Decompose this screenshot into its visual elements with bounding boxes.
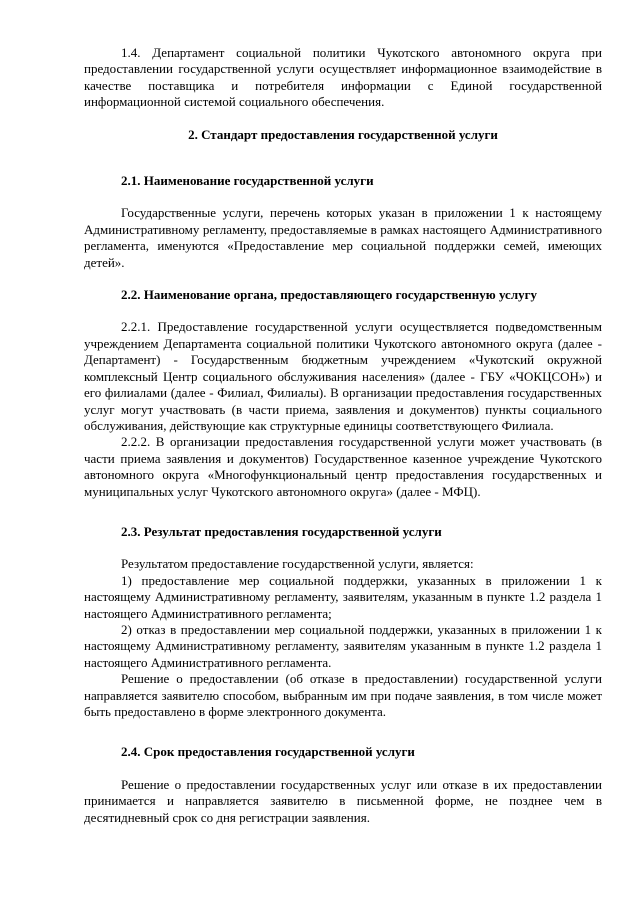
heading-2-2: 2.2. Наименование органа, предоставляющего государственную услугу: [121, 287, 538, 303]
heading-2-4: 2.4. Срок предоставления государственной услуги: [121, 744, 415, 760]
paragraph-1-4: 1.4. Департамент социальной политики Чукотского автономного округа при предоставлении государственной услуги осуществляет информационное взаимодействие в качестве поставщика и потребителя информации с Единой государственной информационной системой социального обеспечения.: [84, 45, 602, 110]
paragraph-2-3-item-2: 2) отказ в предоставлении мер социальной поддержки, указанных в приложении 1 к настоящему Административному регламенту, заявителям указанным в пункте 1.2 раздела 1 настоящего Административного регламента.: [84, 621, 602, 670]
paragraph-2-1: Государственные услуги, перечень которых указан в приложении 1 к настоящему Административному регламенту, предоставляемые в рамках настоящего Административного регламента, именуются «Предоставление мер социальной поддержки семей, имеющих детей».: [84, 205, 602, 270]
paragraph-2-3-decision: Решение о предоставлении (об отказе в предоставлении) государственной услуги направляется заявителю способом, выбранным им при подаче заявления, в том числе может быть предоставлено в форме электронного документа.: [84, 671, 602, 719]
paragraph-2-3-intro: Результатом предоставление государственной услуги, является:: [121, 556, 474, 572]
section-2-title: 2. Стандарт предоставления государственной услуги: [188, 126, 498, 142]
heading-2-1: 2.1. Наименование государственной услуги: [121, 173, 374, 189]
heading-2-3: 2.3. Результат предоставления государственной услуги: [121, 523, 442, 539]
paragraph-2-3-item-1: 1) предоставление мер социальной поддержки, указанных в приложении 1 к настоящему Административному регламенту, заявителям, указанным в пункте 1.2 раздела 1 настоящего Административного регламента;: [84, 572, 602, 621]
paragraph-2-4: Решение о предоставлении государственных услуг или отказе в их предоставлении принимается и направляется заявителю в письменной форме, не позднее чем в десятидневный срок со дня регистрации заявления.: [84, 776, 602, 825]
document-page: [84, 45, 602, 826]
paragraph-2-2-1: 2.2.1. Предоставление государственной услуги осуществляется подведомственным учреждением Департамента социальной политики Чукотского автономного округа (далее - Департамент) - Государственным бюджетным учреждением «Чукотский окружной комплексный Центр социального обслуживания населения» (далее - ГБУ «ЧОКЦСОН») и его филиалами (далее - Филиал, Филиалы). В организации предоставления государственных услуг могут участвовать (в части приема, заявления и документов) пункты социального обслуживания, действующие как структурные единицы соответствующего Филиала.: [84, 319, 602, 433]
paragraph-2-2-2: 2.2.2. В организации предоставления государственной услуги может участвовать (в части приема заявления и документов) Государственное казенное учреждение Чукотского автономного округа «Многофункциональный центр предоставления государственных и муниципальных услуг Чукотского автономного округа» (далее - МФЦ).: [84, 434, 602, 499]
